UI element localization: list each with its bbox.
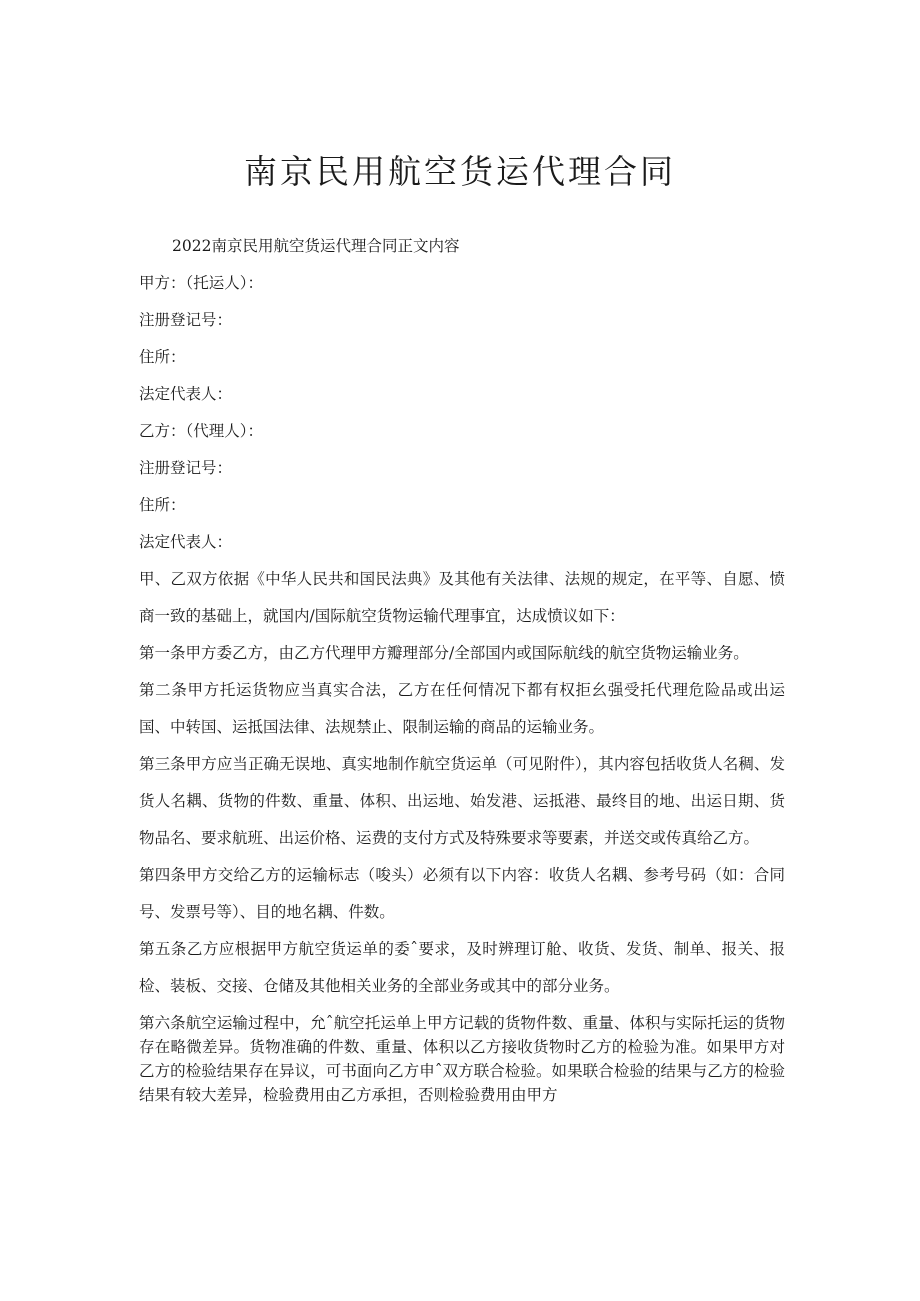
document-subtitle: 2022南京民用航空货运代理合同正文内容 [172,237,460,255]
paragraph-article-4: 第四条甲方交给乙方的运输标志（唆头）必须有以下内容：收货人名耦、参考号码（如：合同号、发票号等）、目的地名耦、件数。 [139,866,785,921]
party-b-reg-no: 注册登记号： [139,459,233,477]
paragraph-article-3: 第三条甲方应当正确无误地、真实地制作航空货运单（可见附件），其内容包括收货人名稠、发货人名耦、货物的件数、重量、体积、出运地、始发港、运抵港、最终目的地、出运日期、货物品名、要求航班、出运价格、运费的支付方式及特殊要求等要素，并送交或传真给乙方。 [139,755,785,847]
paragraph-article-2: 第二条甲方托运货物应当真实合法，乙方在任何情况下都有权拒幺强受托代理危险品或出运国、中转国、运抵国法律、法规禁止、限制运输的商品的运输业务。 [139,681,785,736]
paragraph-article-6: 第六条航空运输过程中，允ˆ航空托运单上甲方记载的货物件数、重量、体积与实际托运的货物存在略微差异。货物准确的件数、重量、体积以乙方接收货物时乙方的检验为准。如果甲方对乙方的检验结果存在异议，可书面向乙方申ˆ双方联合检验。如果联合检验的结果与乙方的检验结果有较大差异，检验费用由乙方承担，否则检验费用由甲方 [139,1014,785,1104]
party-b-label: 乙方：（代理人）： [139,422,264,440]
document-body [139,228,785,1107]
paragraph-article-5: 第五条乙方应根据甲方航空货运单的委ˆ要求，及时辨理订舱、收货、发货、制单、报关、报检、装板、交接、仓储及其他相关业务的全部业务或其中的部分业务。 [139,940,785,995]
paragraph-intro: 甲、乙双方依据《中华人民共和国民法典》及其他有关法律、法规的规定，在平等、自愿、愤商一致的基础上，就国内/国际航空货物运输代理事宜，达成愤议如下： [139,570,785,625]
party-a-label: 甲方：（托运人）： [139,274,264,292]
party-a-address: 住所： [139,348,186,366]
party-b-rep: 法定代表人： [139,533,233,551]
document-title: 南京民用航空货运代理合同 [244,152,676,191]
party-a-reg-no: 注册登记号： [139,311,233,329]
paragraph-article-1: 第一条甲方委乙方，由乙方代理甲方瓣理部分/全部国内或国际航线的航空货物运输业务。 [139,644,749,662]
party-b-address: 住所： [139,496,186,514]
party-a-rep: 法定代表人： [139,385,233,403]
